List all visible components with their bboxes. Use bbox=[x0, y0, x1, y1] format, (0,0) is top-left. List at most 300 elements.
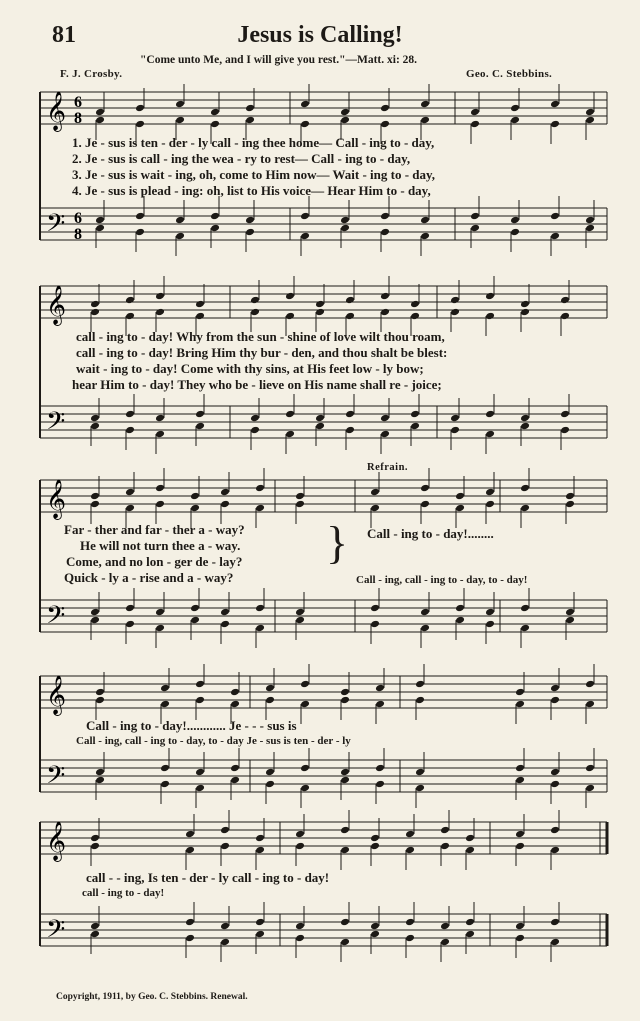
note-head bbox=[515, 922, 525, 931]
note-head bbox=[560, 426, 570, 435]
note-head bbox=[220, 842, 230, 851]
note-head bbox=[195, 680, 205, 689]
note-head bbox=[345, 296, 355, 305]
note-head bbox=[230, 700, 240, 709]
note-head bbox=[345, 410, 355, 419]
note-head bbox=[185, 918, 195, 927]
note-head bbox=[300, 680, 310, 689]
refrain-lyric-treble: Call - ing to - day!........ bbox=[367, 526, 494, 541]
note-head bbox=[370, 842, 380, 851]
note-head bbox=[585, 700, 595, 709]
note-head bbox=[550, 232, 560, 241]
note-head bbox=[515, 934, 525, 943]
note-head bbox=[90, 422, 100, 431]
note-head bbox=[560, 410, 570, 419]
note-head bbox=[125, 604, 135, 613]
note-head bbox=[420, 608, 430, 617]
note-head bbox=[550, 938, 560, 947]
note-head bbox=[565, 616, 575, 625]
hymn-title: Jesus is Calling! bbox=[237, 22, 403, 48]
note-head bbox=[220, 938, 230, 947]
note-head bbox=[550, 684, 560, 693]
note-head bbox=[220, 620, 230, 629]
note-head bbox=[135, 212, 145, 221]
note-head bbox=[295, 616, 305, 625]
note-head bbox=[245, 228, 255, 237]
note-head bbox=[340, 108, 350, 117]
note-head bbox=[515, 688, 525, 697]
lyric-line-verse-1: 1. Je - sus is ten - der - ly call - ing thee home— Call - ing to - day, bbox=[72, 135, 435, 150]
lyric-line-verse-1: call - ing to - day! Why from the sun - shine of love wilt thou roam, bbox=[76, 329, 445, 344]
note-head bbox=[315, 308, 325, 317]
note-head bbox=[175, 216, 185, 225]
note-head bbox=[375, 764, 385, 773]
note-head bbox=[90, 842, 100, 851]
note-head bbox=[415, 784, 425, 793]
note-head bbox=[300, 212, 310, 221]
bass-clef-icon: 𝄢 bbox=[46, 915, 66, 950]
note-head bbox=[370, 504, 380, 513]
note-head bbox=[245, 116, 255, 125]
note-head bbox=[185, 846, 195, 855]
note-head bbox=[195, 422, 205, 431]
note-head bbox=[455, 604, 465, 613]
note-head bbox=[340, 826, 350, 835]
note-head bbox=[370, 834, 380, 843]
lyric-line-verse-2: 2. Je - sus is call - ing the wea - ry to rest— Call - ing to - day, bbox=[72, 151, 411, 166]
note-head bbox=[125, 488, 135, 497]
bass-clef-icon: 𝄢 bbox=[46, 209, 66, 244]
note-head bbox=[95, 768, 105, 777]
note-head bbox=[550, 826, 560, 835]
note-head bbox=[175, 232, 185, 241]
note-head bbox=[195, 300, 205, 309]
note-head bbox=[465, 846, 475, 855]
note-head bbox=[585, 784, 595, 793]
note-head bbox=[415, 768, 425, 777]
refrain-lyric-bass: Call - ing, call - ing to - day, to - day! bbox=[356, 574, 528, 586]
note-head bbox=[295, 934, 305, 943]
note-head bbox=[220, 826, 230, 835]
note-head bbox=[160, 684, 170, 693]
note-head bbox=[185, 934, 195, 943]
note-head bbox=[485, 430, 495, 439]
lyric-line-verse-2: He will not turn thee a - way. bbox=[80, 538, 241, 553]
note-head bbox=[135, 120, 145, 129]
note-head bbox=[455, 504, 465, 513]
copyright-notice: Copyright, 1911, by Geo. C. Stebbins. Renewal. bbox=[56, 992, 248, 1002]
note-head bbox=[135, 228, 145, 237]
note-head bbox=[125, 426, 135, 435]
note-head bbox=[565, 492, 575, 501]
note-head bbox=[155, 624, 165, 633]
note-head bbox=[440, 922, 450, 931]
note-head bbox=[340, 938, 350, 947]
note-head bbox=[560, 296, 570, 305]
note-head bbox=[315, 414, 325, 423]
note-head bbox=[175, 116, 185, 125]
note-head bbox=[380, 414, 390, 423]
note-head bbox=[340, 224, 350, 233]
note-head bbox=[470, 108, 480, 117]
note-head bbox=[340, 776, 350, 785]
lyric-line-verse-4: 4. Je - sus is plead - ing: oh, list to His voice— Hear Him to - day, bbox=[72, 183, 431, 198]
note-head bbox=[95, 688, 105, 697]
note-head bbox=[90, 922, 100, 931]
note-head bbox=[375, 684, 385, 693]
final-lyric-treble: call - - ing, Is ten - der - ly call - ing to - day! bbox=[86, 870, 330, 885]
note-head bbox=[155, 308, 165, 317]
note-head bbox=[380, 104, 390, 113]
lyric-line-verse-3: 3. Je - sus is wait - ing, oh, come to Him now— Wait - ing to - day, bbox=[72, 167, 436, 182]
note-head bbox=[585, 108, 595, 117]
note-head bbox=[510, 116, 520, 125]
note-head bbox=[95, 696, 105, 705]
note-head bbox=[345, 312, 355, 321]
lyric-line-verse-4: hear Him to - day! They who be - lieve on His name shall re - joice; bbox=[72, 377, 442, 392]
note-head bbox=[520, 484, 530, 493]
note-head bbox=[485, 488, 495, 497]
note-head bbox=[300, 784, 310, 793]
note-head bbox=[160, 780, 170, 789]
note-head bbox=[420, 100, 430, 109]
note-head bbox=[550, 100, 560, 109]
note-head bbox=[295, 842, 305, 851]
note-head bbox=[550, 918, 560, 927]
note-head bbox=[465, 930, 475, 939]
note-head bbox=[250, 414, 260, 423]
note-head bbox=[90, 616, 100, 625]
note-head bbox=[340, 216, 350, 225]
note-head bbox=[380, 228, 390, 237]
note-head bbox=[370, 488, 380, 497]
note-head bbox=[95, 108, 105, 117]
note-head bbox=[90, 608, 100, 617]
note-head bbox=[185, 830, 195, 839]
treble-clef-icon: 𝄞 bbox=[46, 821, 67, 861]
note-head bbox=[255, 484, 265, 493]
treble-clef-icon: 𝄞 bbox=[46, 91, 67, 131]
bass-staff bbox=[40, 914, 607, 946]
note-head bbox=[510, 104, 520, 113]
note-head bbox=[440, 842, 450, 851]
time-signature-top: 6 bbox=[74, 210, 82, 227]
note-head bbox=[520, 604, 530, 613]
note-head bbox=[340, 116, 350, 125]
note-head bbox=[155, 484, 165, 493]
note-head bbox=[90, 834, 100, 843]
note-head bbox=[195, 768, 205, 777]
note-head bbox=[450, 296, 460, 305]
note-head bbox=[255, 846, 265, 855]
note-head bbox=[585, 680, 595, 689]
note-head bbox=[465, 918, 475, 927]
note-head bbox=[520, 300, 530, 309]
note-head bbox=[560, 312, 570, 321]
note-head bbox=[450, 426, 460, 435]
note-head bbox=[450, 414, 460, 423]
note-head bbox=[265, 684, 275, 693]
note-head bbox=[470, 212, 480, 221]
note-head bbox=[465, 834, 475, 843]
note-head bbox=[195, 410, 205, 419]
note-head bbox=[155, 500, 165, 509]
note-head bbox=[190, 504, 200, 513]
note-head bbox=[95, 116, 105, 125]
note-head bbox=[210, 224, 220, 233]
note-head bbox=[295, 830, 305, 839]
note-head bbox=[125, 504, 135, 513]
refrain-label: Refrain. bbox=[367, 462, 409, 473]
note-head bbox=[210, 108, 220, 117]
note-head bbox=[340, 696, 350, 705]
note-head bbox=[440, 826, 450, 835]
note-head bbox=[380, 212, 390, 221]
time-signature-bottom: 8 bbox=[74, 110, 82, 127]
note-head bbox=[230, 776, 240, 785]
note-head bbox=[550, 696, 560, 705]
note-head bbox=[220, 608, 230, 617]
lyric-line-verse-2: call - ing to - day! Bring Him thy bur - den, and thou shalt be blest: bbox=[76, 345, 448, 360]
note-head bbox=[520, 624, 530, 633]
note-head bbox=[515, 830, 525, 839]
scripture-epigraph: "Come unto Me, and I will give you rest."—Matt. xi: 28. bbox=[140, 54, 418, 66]
note-head bbox=[340, 768, 350, 777]
note-head bbox=[220, 488, 230, 497]
note-head bbox=[90, 414, 100, 423]
note-head bbox=[420, 500, 430, 509]
treble-staff bbox=[40, 92, 607, 240]
note-head bbox=[510, 228, 520, 237]
note-head bbox=[195, 312, 205, 321]
note-head bbox=[265, 696, 275, 705]
note-head bbox=[295, 922, 305, 931]
note-head bbox=[190, 604, 200, 613]
note-head bbox=[315, 422, 325, 431]
final-lyric-bass: call - ing to - day! bbox=[82, 887, 165, 899]
note-head bbox=[155, 414, 165, 423]
note-head bbox=[90, 930, 100, 939]
note-head bbox=[265, 780, 275, 789]
bass-staff bbox=[40, 760, 607, 792]
note-head bbox=[420, 116, 430, 125]
note-head bbox=[520, 504, 530, 513]
note-head bbox=[255, 834, 265, 843]
treble-clef-icon: 𝄞 bbox=[46, 285, 67, 325]
note-head bbox=[485, 500, 495, 509]
note-head bbox=[255, 624, 265, 633]
note-head bbox=[95, 216, 105, 225]
bass-staff bbox=[40, 208, 607, 240]
note-head bbox=[565, 608, 575, 617]
refrain-lyric-treble: Call - ing to - day!............ Je - - - sus is bbox=[86, 718, 297, 733]
note-head bbox=[470, 120, 480, 129]
note-head bbox=[550, 846, 560, 855]
note-head bbox=[375, 700, 385, 709]
note-head bbox=[95, 776, 105, 785]
note-head bbox=[195, 696, 205, 705]
note-head bbox=[230, 688, 240, 697]
note-head bbox=[585, 216, 595, 225]
note-head bbox=[550, 120, 560, 129]
bass-clef-icon: 𝄢 bbox=[46, 407, 66, 442]
note-head bbox=[410, 312, 420, 321]
note-head bbox=[380, 308, 390, 317]
note-head bbox=[245, 216, 255, 225]
note-head bbox=[300, 100, 310, 109]
note-head bbox=[405, 846, 415, 855]
note-head bbox=[520, 308, 530, 317]
note-head bbox=[510, 216, 520, 225]
note-head bbox=[90, 308, 100, 317]
note-head bbox=[415, 696, 425, 705]
lyric-line-verse-1: Far - ther and far - ther a - way? bbox=[64, 522, 245, 537]
note-head bbox=[285, 312, 295, 321]
note-head bbox=[585, 224, 595, 233]
note-head bbox=[265, 768, 275, 777]
note-head bbox=[485, 608, 495, 617]
note-head bbox=[420, 232, 430, 241]
note-head bbox=[255, 918, 265, 927]
note-head bbox=[550, 212, 560, 221]
note-head bbox=[160, 764, 170, 773]
note-head bbox=[245, 104, 255, 113]
note-head bbox=[255, 930, 265, 939]
note-head bbox=[370, 604, 380, 613]
note-head bbox=[515, 776, 525, 785]
bass-clef-icon: 𝄢 bbox=[46, 761, 66, 796]
note-head bbox=[175, 100, 185, 109]
note-head bbox=[455, 492, 465, 501]
note-head bbox=[420, 216, 430, 225]
note-head bbox=[380, 430, 390, 439]
note-head bbox=[190, 616, 200, 625]
note-head bbox=[155, 608, 165, 617]
note-head bbox=[405, 830, 415, 839]
lyric-line-verse-3: Come, and no lon - ger de - lay? bbox=[66, 554, 243, 569]
bass-clef-icon: 𝄢 bbox=[46, 601, 66, 636]
treble-clef-icon: 𝄞 bbox=[46, 479, 67, 519]
note-head bbox=[420, 624, 430, 633]
note-head bbox=[300, 700, 310, 709]
refrain-lyric-bass: Call - ing, call - ing to - day, to - day Je - sus is ten - der - ly bbox=[76, 735, 351, 747]
hymn-number: 81 bbox=[52, 22, 76, 48]
note-head bbox=[515, 764, 525, 773]
note-head bbox=[220, 922, 230, 931]
lyric-line-verse-4: Quick - ly a - rise and a - way? bbox=[64, 570, 234, 585]
note-head bbox=[125, 296, 135, 305]
note-head bbox=[340, 846, 350, 855]
note-head bbox=[125, 312, 135, 321]
note-head bbox=[155, 292, 165, 301]
note-head bbox=[370, 922, 380, 931]
note-head bbox=[230, 764, 240, 773]
note-head bbox=[285, 292, 295, 301]
note-head bbox=[380, 292, 390, 301]
note-head bbox=[340, 918, 350, 927]
note-head bbox=[370, 620, 380, 629]
note-head bbox=[160, 700, 170, 709]
note-head bbox=[90, 492, 100, 501]
time-signature-top: 6 bbox=[74, 94, 82, 111]
note-head bbox=[300, 764, 310, 773]
note-head bbox=[195, 784, 205, 793]
note-head bbox=[250, 296, 260, 305]
time-signature-bottom: 8 bbox=[74, 226, 82, 243]
note-head bbox=[295, 500, 305, 509]
note-head bbox=[415, 680, 425, 689]
note-head bbox=[410, 422, 420, 431]
note-head bbox=[285, 410, 295, 419]
note-head bbox=[485, 292, 495, 301]
note-head bbox=[285, 430, 295, 439]
note-head bbox=[455, 616, 465, 625]
note-head bbox=[420, 484, 430, 493]
note-head bbox=[90, 500, 100, 509]
note-head bbox=[450, 308, 460, 317]
note-head bbox=[210, 212, 220, 221]
note-head bbox=[520, 422, 530, 431]
note-head bbox=[345, 426, 355, 435]
note-head bbox=[410, 410, 420, 419]
note-head bbox=[585, 764, 595, 773]
note-head bbox=[250, 426, 260, 435]
note-head bbox=[485, 312, 495, 321]
lyric-line-verse-3: wait - ing to - day! Come with thy sins, at His feet low - ly bow; bbox=[76, 361, 424, 376]
note-head bbox=[515, 700, 525, 709]
composer-credit: Geo. C. Stebbins. bbox=[466, 68, 553, 80]
note-head bbox=[90, 300, 100, 309]
note-head bbox=[550, 768, 560, 777]
note-head bbox=[220, 500, 230, 509]
note-head bbox=[515, 842, 525, 851]
note-head bbox=[300, 120, 310, 129]
note-head bbox=[375, 780, 385, 789]
note-head bbox=[255, 604, 265, 613]
note-head bbox=[95, 224, 105, 233]
note-head bbox=[315, 300, 325, 309]
note-head bbox=[135, 104, 145, 113]
note-head bbox=[295, 492, 305, 501]
note-head bbox=[485, 620, 495, 629]
verse-brace-icon: } bbox=[326, 517, 349, 568]
note-head bbox=[520, 414, 530, 423]
note-head bbox=[470, 224, 480, 233]
note-head bbox=[255, 504, 265, 513]
note-head bbox=[410, 300, 420, 309]
note-head bbox=[405, 934, 415, 943]
note-head bbox=[250, 308, 260, 317]
note-head bbox=[300, 232, 310, 241]
note-head bbox=[340, 688, 350, 697]
note-head bbox=[440, 938, 450, 947]
note-head bbox=[485, 410, 495, 419]
lyricist-credit: F. J. Crosby. bbox=[60, 68, 123, 80]
note-head bbox=[155, 430, 165, 439]
note-head bbox=[295, 608, 305, 617]
treble-clef-icon: 𝄞 bbox=[46, 675, 67, 715]
note-head bbox=[585, 116, 595, 125]
note-head bbox=[210, 120, 220, 129]
note-head bbox=[405, 918, 415, 927]
note-head bbox=[565, 500, 575, 509]
note-head bbox=[550, 780, 560, 789]
note-head bbox=[190, 492, 200, 501]
note-head bbox=[125, 410, 135, 419]
note-head bbox=[370, 930, 380, 939]
note-head bbox=[380, 120, 390, 129]
note-head bbox=[125, 620, 135, 629]
